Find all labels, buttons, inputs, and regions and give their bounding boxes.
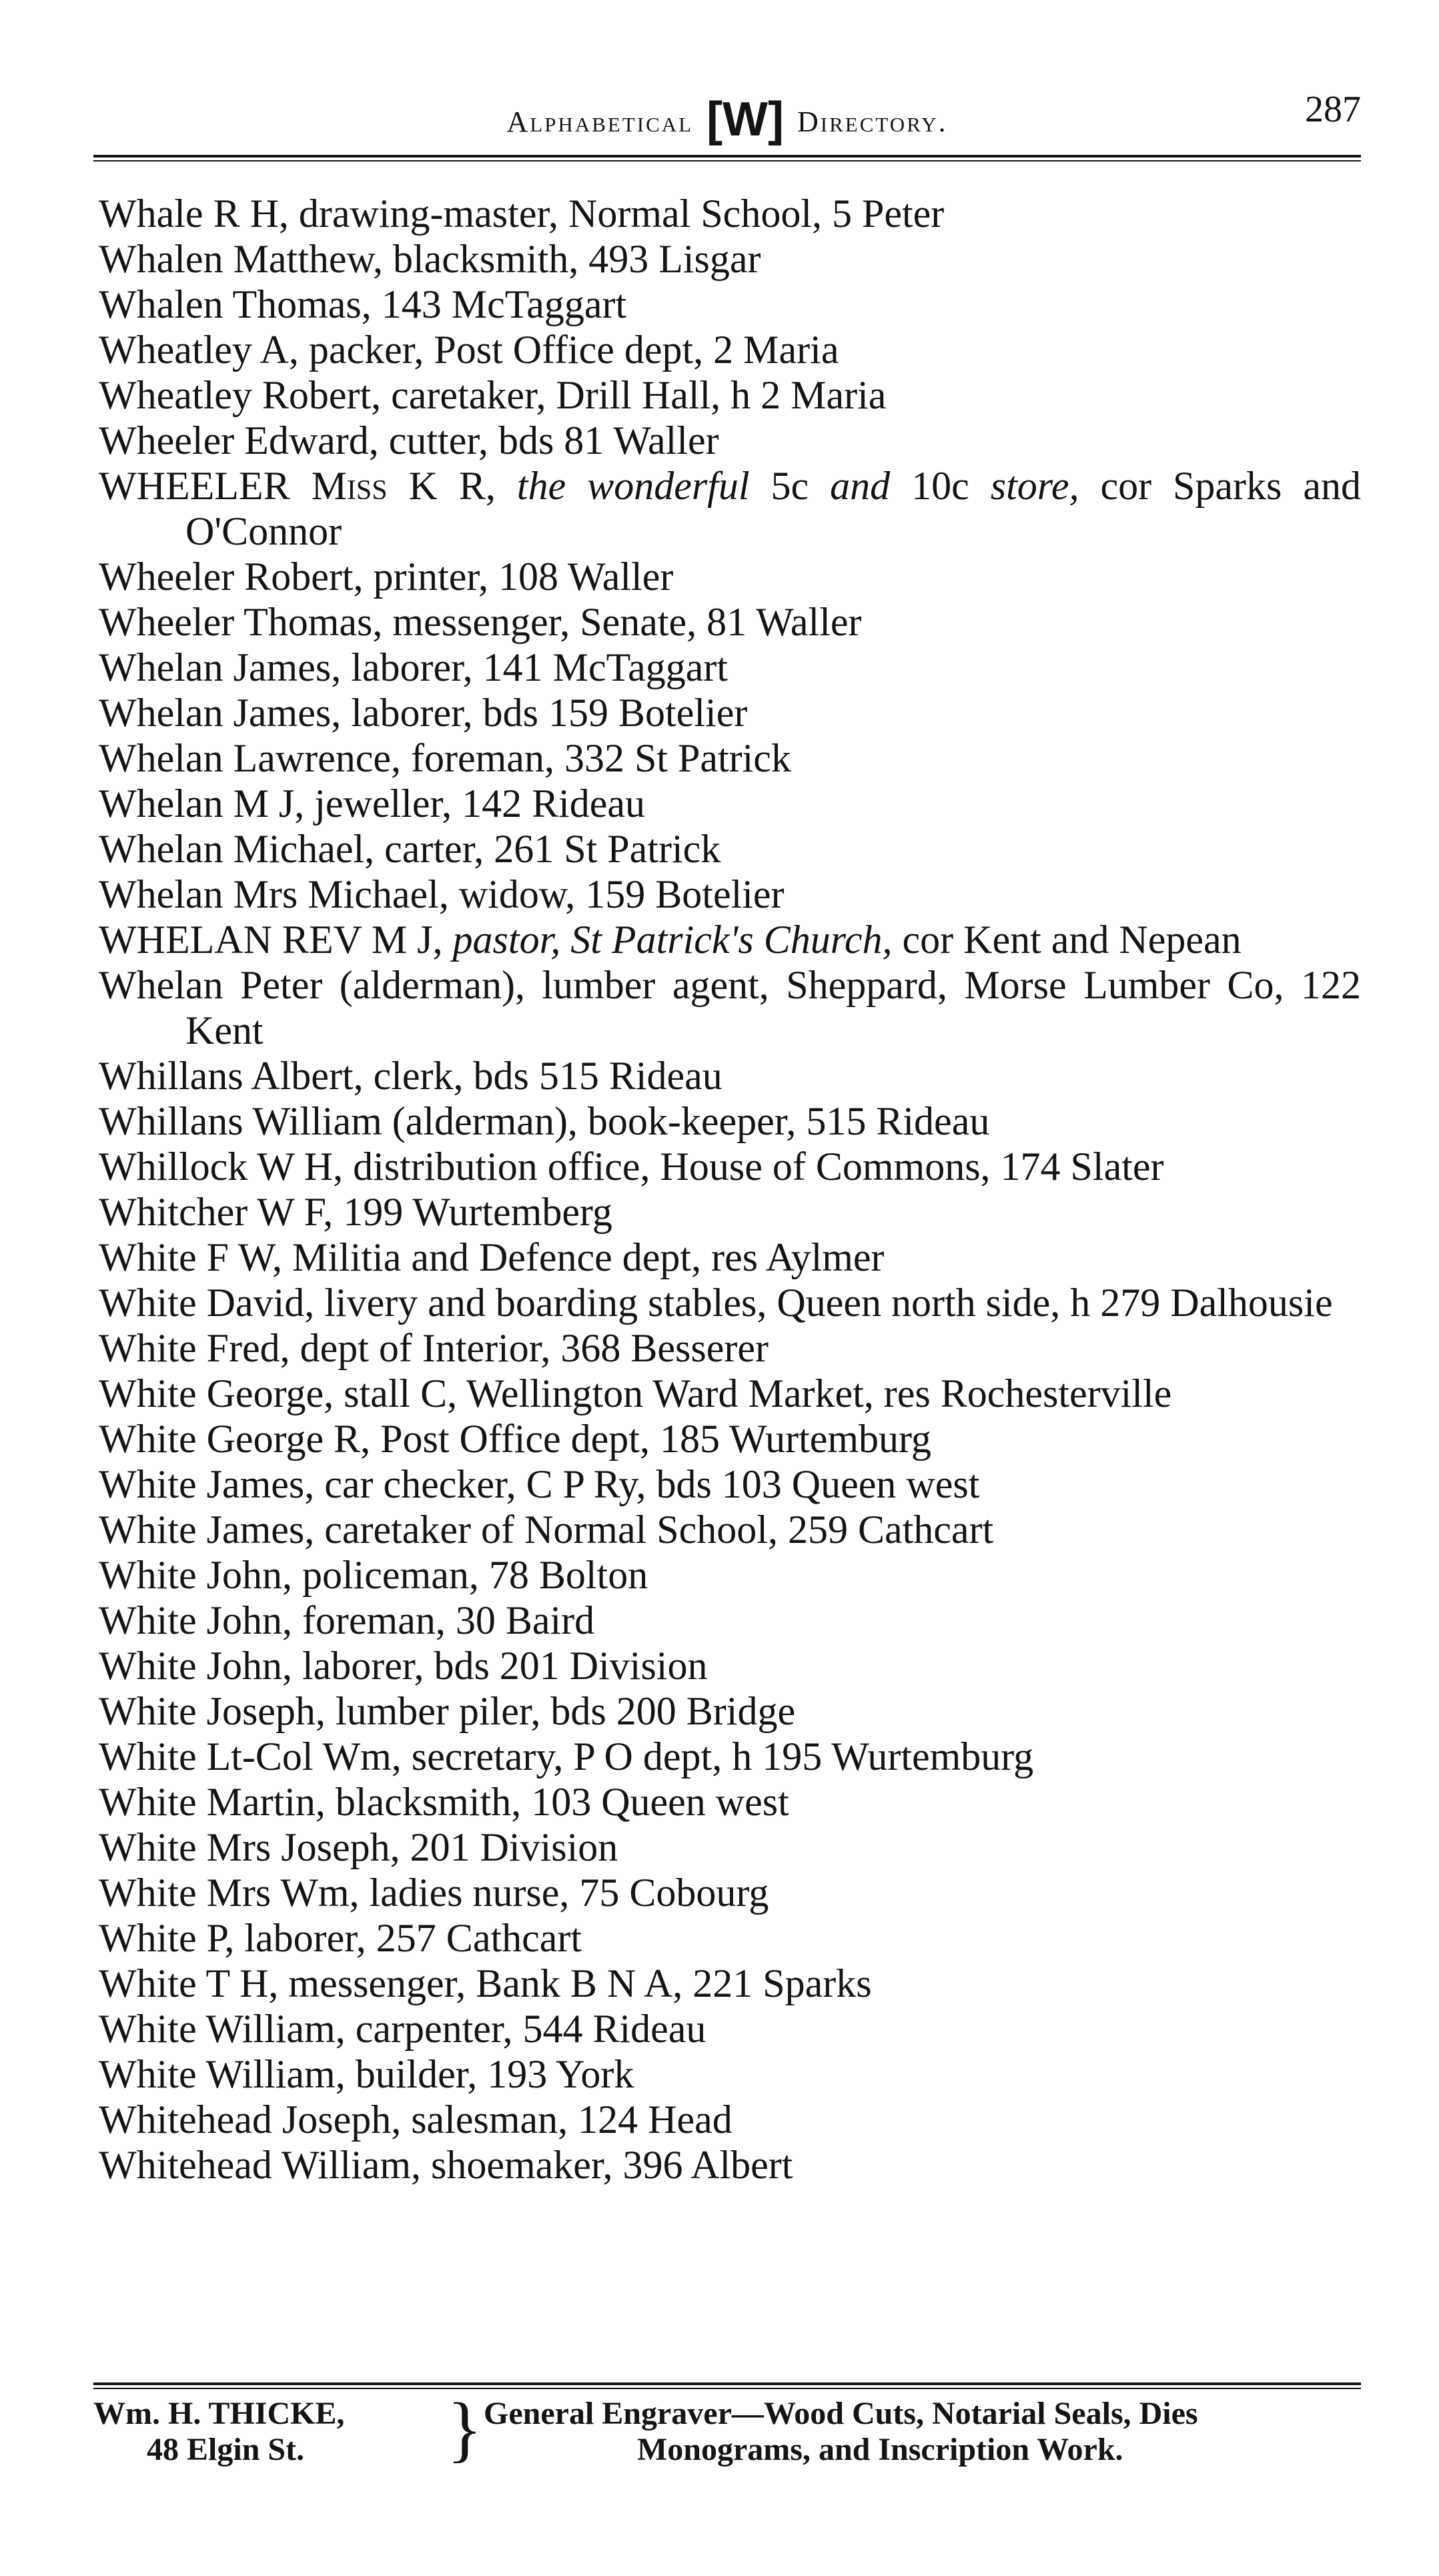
directory-entry xyxy=(99,463,1361,554)
directory-entry xyxy=(99,1552,1361,1598)
header-title xyxy=(93,92,1361,147)
entry-text: Whelan Lawrence, foreman, 332 St Patrick xyxy=(99,736,791,780)
directory-entry xyxy=(99,1371,1361,1416)
entry-text: Wheatley Robert, caretaker, Drill Hall, h 2 Maria xyxy=(99,373,887,417)
directory-entry xyxy=(99,1507,1361,1552)
directory-entry xyxy=(99,1779,1361,1825)
directory-entry xyxy=(99,826,1361,872)
directory-entry xyxy=(99,2097,1361,2142)
entry-text: and xyxy=(830,464,891,508)
advertiser-name: Wm. H. THICKE, xyxy=(93,2396,345,2431)
directory-entry xyxy=(99,690,1361,735)
page-number: 287 xyxy=(1305,89,1361,130)
entry-text: White T H, messenger, Bank B N A, 221 Sparks xyxy=(99,1961,872,2005)
entry-text: White David, livery and boarding stables, Queen north side, h 279 Dalhousie xyxy=(99,1281,1333,1325)
entry-text: White William, builder, 193 York xyxy=(99,2052,634,2096)
entry-text: WHELAN REV M J, xyxy=(99,918,453,962)
brace-divider: } xyxy=(447,2388,482,2469)
entry-text: Whale R H, drawing-master, Normal School, 5 Peter xyxy=(99,192,945,236)
directory-entries xyxy=(99,191,1361,2188)
directory-entry xyxy=(99,1598,1361,1643)
entry-text: Whitehead William, shoemaker, 396 Albert xyxy=(99,2143,793,2187)
header-title-after: Directory. xyxy=(797,105,948,138)
entry-text: White Lt-Col Wm, secretary, P O dept, h 195 Wurtemburg xyxy=(99,1734,1034,1779)
entry-text: Whitcher W F, 199 Wurtemberg xyxy=(99,1190,612,1234)
directory-entry xyxy=(99,1280,1361,1325)
entry-text: K R, xyxy=(387,464,517,508)
directory-entry xyxy=(99,1825,1361,1870)
entry-text: Whelan James, laborer, bds 159 Botelier xyxy=(99,691,748,735)
entry-text: Whillock W H, distribution office, House of Commons, 174 Slater xyxy=(99,1145,1164,1189)
directory-entry xyxy=(99,327,1361,372)
advertisement-text xyxy=(484,2396,1361,2468)
header-section-letter: [W] xyxy=(706,93,784,146)
entry-text: White John, foreman, 30 Baird xyxy=(99,1598,595,1642)
entry-text: 10c xyxy=(890,464,991,508)
entry-text: White Martin, blacksmith, 103 Queen west xyxy=(99,1780,789,1824)
entry-text: Whelan James, laborer, 141 McTaggart xyxy=(99,645,729,689)
entry-text: store, xyxy=(990,464,1079,508)
entry-text: White James, car checker, C P Ry, bds 103 Queen west xyxy=(99,1462,980,1506)
directory-entry xyxy=(99,1189,1361,1235)
advertiser-address: 48 Elgin St. xyxy=(147,2432,305,2467)
directory-entry xyxy=(99,372,1361,418)
entry-text: Whillans Albert, clerk, bds 515 Rideau xyxy=(99,1054,723,1098)
directory-entry xyxy=(99,1098,1361,1144)
directory-entry xyxy=(99,599,1361,645)
directory-entry xyxy=(99,1870,1361,1915)
entry-text: White F W, Militia and Defence dept, res Aylmer xyxy=(99,1235,885,1279)
entry-text: the wonderful xyxy=(516,464,750,508)
directory-entry xyxy=(99,2006,1361,2051)
directory-entry xyxy=(99,554,1361,599)
entry-text: cor Kent and Nepean xyxy=(892,918,1242,962)
header-title-before: Alphabetical xyxy=(506,105,694,138)
entry-text: White Mrs Joseph, 201 Division xyxy=(99,1825,618,1869)
entry-text: White John, laborer, bds 201 Division xyxy=(99,1644,708,1688)
entry-text: Whitehead Joseph, salesman, 124 Head xyxy=(99,2098,733,2142)
directory-entry xyxy=(99,1235,1361,1280)
entry-text: White Mrs Wm, ladies nurse, 75 Cobourg xyxy=(99,1871,769,1915)
directory-entry xyxy=(99,2051,1361,2097)
directory-entry xyxy=(99,1416,1361,1462)
entry-text: White William, carpenter, 544 Rideau xyxy=(99,2007,706,2051)
directory-entry xyxy=(99,1734,1361,1779)
directory-entry xyxy=(99,1643,1361,1688)
entry-text: Whillans William (alderman), book-keeper, 515 Rideau xyxy=(99,1099,990,1143)
entry-text: Miss xyxy=(311,464,388,508)
entry-text: cor Sparks and O'Connor xyxy=(185,464,1361,553)
directory-entry xyxy=(99,2142,1361,2188)
entry-text: Wheeler Thomas, messenger, Senate, 81 Waller xyxy=(99,600,862,644)
advertiser-block xyxy=(93,2396,467,2468)
directory-entry xyxy=(99,735,1361,781)
directory-entry xyxy=(99,872,1361,917)
directory-entry xyxy=(99,282,1361,327)
advertisement-line-2: Monograms, and Inscription Work. xyxy=(637,2432,1123,2467)
directory-entry xyxy=(99,191,1361,236)
directory-entry xyxy=(99,418,1361,463)
entry-text: Wheatley A, packer, Post Office dept, 2 Maria xyxy=(99,328,839,372)
entry-text: White James, caretaker of Normal School, 259 Cathcart xyxy=(99,1508,994,1552)
entry-text: Whelan Peter (alderman), lumber agent, Sheppard, Morse Lumber Co, 122 Kent xyxy=(99,963,1361,1052)
entry-text: Whalen Thomas, 143 McTaggart xyxy=(99,282,627,326)
entry-text: WHEELER xyxy=(99,464,312,508)
entry-text: Wheeler Edward, cutter, bds 81 Waller xyxy=(99,418,719,462)
entry-text: pastor, St Patrick's Church, xyxy=(452,918,893,962)
advertisement-line-1: General Engraver—Wood Cuts, Notarial Seals, Dies xyxy=(484,2396,1198,2431)
directory-entry xyxy=(99,1144,1361,1189)
entry-text: Whelan M J, jeweller, 142 Rideau xyxy=(99,781,646,826)
entry-text: White P, laborer, 257 Cathcart xyxy=(99,1916,582,1960)
directory-entry xyxy=(99,781,1361,826)
directory-entry xyxy=(99,1325,1361,1371)
directory-entry xyxy=(99,917,1361,962)
directory-entry xyxy=(99,1462,1361,1507)
entry-text: Wheeler Robert, printer, 108 Waller xyxy=(99,555,674,599)
directory-entry xyxy=(99,1688,1361,1734)
directory-entry xyxy=(99,962,1361,1053)
directory-entry xyxy=(99,645,1361,690)
footer-rule xyxy=(93,2382,1361,2389)
entry-text: White George, stall C, Wellington Ward Market, res Rochesterville xyxy=(99,1371,1172,1415)
entry-text: Whalen Matthew, blacksmith, 493 Lisgar xyxy=(99,237,761,281)
entry-text: White Fred, dept of Interior, 368 Besserer xyxy=(99,1326,769,1370)
directory-entry xyxy=(99,1053,1361,1098)
running-header xyxy=(93,87,1361,147)
entry-text: Whelan Mrs Michael, widow, 159 Botelier xyxy=(99,872,785,916)
entry-text: White Joseph, lumber piler, bds 200 Bridge xyxy=(99,1689,796,1733)
entry-text: White George R, Post Office dept, 185 Wurtemburg xyxy=(99,1417,931,1461)
entry-text: White John, policeman, 78 Bolton xyxy=(99,1553,648,1597)
directory-entry xyxy=(99,1961,1361,2006)
directory-entry xyxy=(99,1915,1361,1961)
entry-text: Whelan Michael, carter, 261 St Patrick xyxy=(99,827,721,871)
header-rule xyxy=(93,155,1361,162)
entry-text: 5c xyxy=(749,464,831,508)
directory-entry xyxy=(99,236,1361,282)
